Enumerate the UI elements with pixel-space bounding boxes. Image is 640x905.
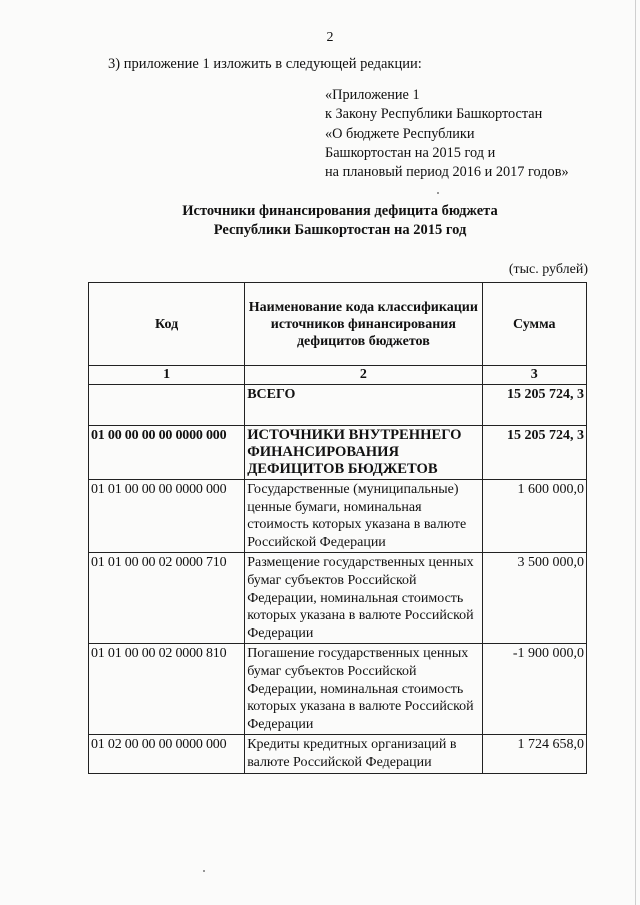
table-header-row bbox=[89, 283, 587, 366]
row-code: 01 01 00 00 02 0000 710 bbox=[89, 553, 245, 644]
table-row bbox=[89, 553, 587, 644]
column-number: 1 bbox=[89, 366, 245, 385]
table-row bbox=[89, 385, 587, 426]
header-amount: Сумма bbox=[482, 283, 586, 366]
row-amount: 1 724 658,0 bbox=[482, 735, 586, 773]
appendix-line: «О бюджете Республики bbox=[325, 125, 475, 142]
column-number: 2 bbox=[245, 366, 482, 385]
title-line-1: Источники финансирования дефицита бюджета bbox=[182, 203, 498, 219]
row-code: 01 00 00 00 00 0000 000 bbox=[89, 426, 245, 480]
appendix-line: Башкортостан на 2015 год и bbox=[325, 144, 496, 161]
table-row bbox=[89, 735, 587, 773]
document-title bbox=[100, 202, 580, 240]
row-amount: 3 500 000,0 bbox=[482, 553, 586, 644]
column-number-row bbox=[89, 366, 587, 385]
page-number: 2 bbox=[326, 30, 334, 45]
row-code: 01 01 00 00 02 0000 810 bbox=[89, 644, 245, 735]
title-line-2: Республики Башкортостан на 2015 год bbox=[213, 222, 467, 238]
row-code: 01 02 00 00 00 0000 000 bbox=[89, 735, 245, 773]
header-code: Код bbox=[89, 283, 245, 366]
row-amount: -1 900 000,0 bbox=[482, 644, 586, 735]
table-row bbox=[89, 426, 587, 480]
row-code: 01 01 00 00 00 0000 000 bbox=[89, 480, 245, 553]
amendment-intro: 3) приложение 1 изложить в следующей редакции: bbox=[108, 56, 422, 72]
appendix-header bbox=[325, 86, 569, 182]
row-name: Государственные (муниципальные) ценные бумаги, номинальная стоимость которых указана в валюте Российской Федерации bbox=[245, 480, 482, 553]
table-row bbox=[89, 644, 587, 735]
row-code bbox=[89, 385, 245, 426]
row-name: Размещение государственных ценных бумаг субъектов Российской Федерации, номинальная стоимость которых указана в валюте Российской Федерации bbox=[245, 553, 482, 644]
scan-speck bbox=[203, 870, 205, 872]
row-amount: 15 205 724, 3 bbox=[482, 385, 586, 426]
row-name: Погашение государственных ценных бумаг субъектов Российской Федерации, номинальная стоимость которых указана в валюте Российской Федерации bbox=[245, 644, 482, 735]
financing-sources-table bbox=[88, 282, 587, 774]
table-row bbox=[89, 480, 587, 553]
column-number: 3 bbox=[482, 366, 586, 385]
row-name: ВСЕГО bbox=[245, 385, 482, 426]
row-name: Кредиты кредитных организаций в валюте Российской Федерации bbox=[245, 735, 482, 773]
row-name: ИСТОЧНИКИ ВНУТРЕННЕГО ФИНАНСИРОВАНИЯ ДЕФИЦИТОВ БЮДЖЕТОВ bbox=[245, 426, 482, 480]
appendix-line: «Приложение 1 bbox=[325, 87, 420, 103]
units-label: (тыс. рублей) bbox=[508, 262, 588, 277]
row-amount: 1 600 000,0 bbox=[482, 480, 586, 553]
appendix-line: к Закону Республики Башкортостан bbox=[325, 106, 543, 123]
appendix-line: на плановый период 2016 и 2017 годов» bbox=[325, 164, 569, 181]
scan-speck bbox=[437, 192, 439, 194]
row-amount: 15 205 724, 3 bbox=[482, 426, 586, 480]
page-edge bbox=[635, 0, 636, 905]
header-name: Наименование кода классификации источников финансирования дефицитов бюджетов bbox=[245, 283, 482, 366]
